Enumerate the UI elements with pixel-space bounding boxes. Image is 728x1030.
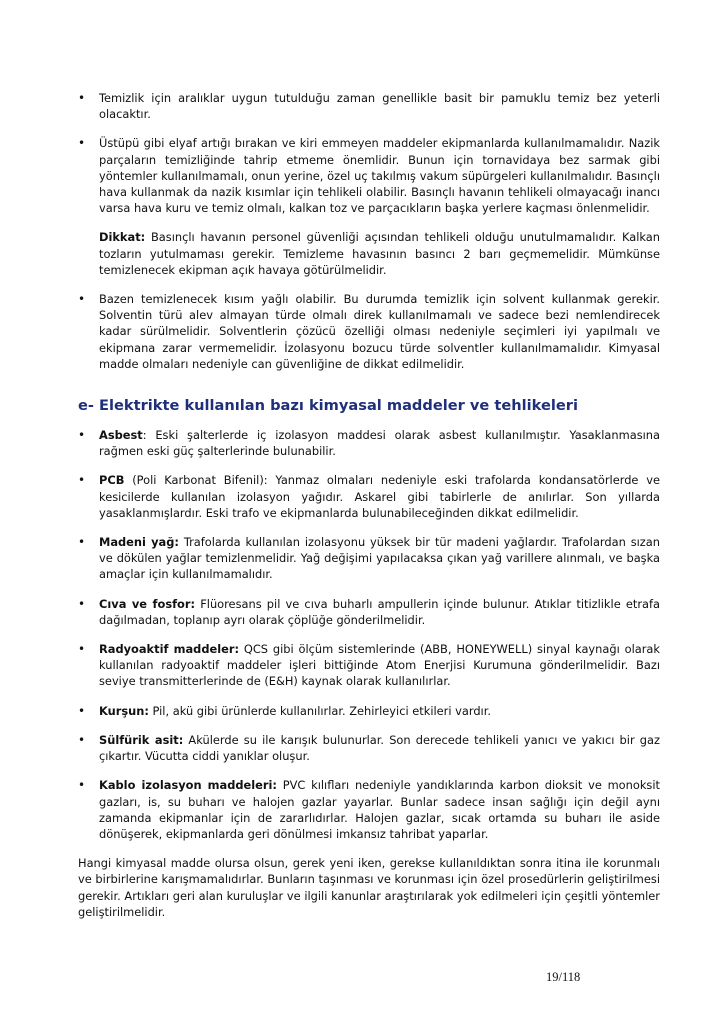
bullet-icon: • <box>78 136 86 151</box>
bullet-icon: • <box>78 428 86 443</box>
chemical-item: • PCB (Poli Karbonat Bifenil): Yanmaz olmaları nedeniyle eski trafolarda kondansatörlerde ve kesicilerde kullanılan izolasyon yağıdır. Askarel gibi tabirlerle de anılırlar. Son yıllarda yasaklanmışlardır. Eski trafo ve ekipmanlarda bulunabileceğinden dikkat edilmelidir. <box>78 473 660 520</box>
chemical-item: • Kablo izolasyon maddeleri: PVC kılıfları nedeniyle yandıklarında karbon dioksit ve monoksit gazları, is, su buharı ve halojen gazlar yayarlar. Bunlar sadece insan sağlığı için değil aynı zamanda ekipmanlar için de zararlıdırlar. Halojen gazlar, sıcak ortamda su buharı ile aside dönüşerek, ekipmanlarda geri dönülmesi imkansız tahribat yaparlar. <box>78 778 660 841</box>
bullet-icon: • <box>78 596 86 611</box>
chemical-item: • Madeni yağ: Trafolarda kullanılan izolasyonu yüksek bir tür madeni yağlardır. Trafolardan sızan ve dökülen yağlar temizlenmelidir. Yağ değişimi yapılacaksa çıkan yağ varillere alınmalı, ve başka amaçlar için kullanılmamalıdır. <box>78 535 660 582</box>
bullet-icon: • <box>78 778 86 793</box>
chemical-item: • Cıva ve fosfor: Flüoresans pil ve cıva buharlı ampullerin içinde bulunur. Atıklar titizlikle etrafa dağılmadan, toplanıp ayrı olarak çöplüğe gönderilmelidir. <box>78 596 660 627</box>
bullet-icon: • <box>78 732 86 747</box>
bullet-icon: • <box>78 535 86 550</box>
chemical-item: • Radyoaktif maddeler: QCS gibi ölçüm sistemlerinde (ABB, HONEYWELL) sinyal kaynağı olarak kullanılan radyoaktif maddeler işleri bittiğinde Atom Enerjisi Kurumuna gönderilmelidir. Bazı seviye transmitterlerinde de (E&H) kaynak olarak kullanılırlar. <box>78 642 660 689</box>
page-number: 19/118 <box>546 970 581 984</box>
warning-note <box>78 229 660 278</box>
list-item: • Temizlik için aralıklar uygun tutulduğu zaman genellikle basit bir pamuklu temiz bez yeterli olacaktır. <box>78 91 660 122</box>
bullet-icon: • <box>78 642 86 657</box>
list-item: • Üstüpü gibi elyaf artığı bırakan ve kiri emmeyen maddeler ekipmanlarda kullanılmamalıdır. Nazik parçaların temizliğinde tahrip etmeme önemlidir. Bunun için tornavidaya bez sarmak gibi yöntemler kullanılmamalı, onun yerine, özel uç takılmış vakum süpürgeleri kullanılmalıdır. Basınçlı hava kullanmak da nazik kısımlar için tehlikeli olabilir. Basınçlı havanın tehlikeli olmayacağı inancı varsa hava kuru ve temiz olmalı, kalkan toz ve parçacıkların başka yerlere kaçması önlenmelidir. <box>78 136 660 216</box>
chemical-item: • Sülfürik asit: Akülerde su ile karışık bulunurlar. Son derecede tehlikeli yanıcı ve yakıcı bir gaz çıkartır. Vücutta ciddi yanıklar oluşur. <box>78 732 660 764</box>
list-item: • Bazen temizlenecek kısım yağlı olabilir. Bu durumda temizlik için solvent kullanmak gerekir. Solventin türü alev almayan türde olmalı direk kullanılmamalı ve sadece bezi nemlendirecek kadar sürülmelidir. Solventlerin çözücü özelliği olması nedeniyle seçimleri iyi yapılmalı ve ekipmana zarar vermemelidir. İzolasyonu bozucu türde solventler kullanılmamalıdır. Kimyasal madde olmaları nedeniyle can güvenliğine de dikkat edilmelidir. <box>78 292 660 371</box>
chemical-item: • Asbest: Eski şalterlerde iç izolasyon maddesi olarak asbest kullanılmıştır. Yasaklanmasına rağmen eski güç şalterlerinde bulunabilir. <box>78 428 660 459</box>
bullet-icon: • <box>78 91 86 105</box>
closing-paragraph: Hangi kimyasal madde olursa olsun, gerek yeni iken, gerekse kullanıldıktan sonra itina ile korunmalı ve birbirlerine karışmamalıdırlar. Bunların taşınması ve korunması için özel prosedürlerin geliştirilmesi gerekir. Artıkları geri alan kuruluşlar ve ilgili kanunlar araştırılarak yok edilmeleri için çeşitli yöntemler geliştirilmelidir. <box>78 856 660 919</box>
bullet-icon: • <box>78 292 86 307</box>
section-heading: e- Elektrikte kullanılan bazı kimyasal maddeler ve tehlikeleri <box>78 397 578 415</box>
bullet-icon: • <box>78 473 86 488</box>
warning-label: Dikkat: <box>99 230 146 245</box>
document-body <box>78 90 660 920</box>
bullet-icon: • <box>78 703 86 718</box>
chemical-item: • Kurşun: Pil, akü gibi ürünlerde kullanılırlar. Zehirleyici etkileri vardır. <box>78 703 491 718</box>
warning-text: Basınçlı havanın personel güvenliği açısından tehlikeli olduğu unutulmamalıdır. Kalkan tozların yutulmaması gerekir. Temizleme havasının basıncı 2 barı geçmemelidir. Mümkünse temizlenecek ekipman açık havaya götürülmelidir. <box>99 230 660 277</box>
